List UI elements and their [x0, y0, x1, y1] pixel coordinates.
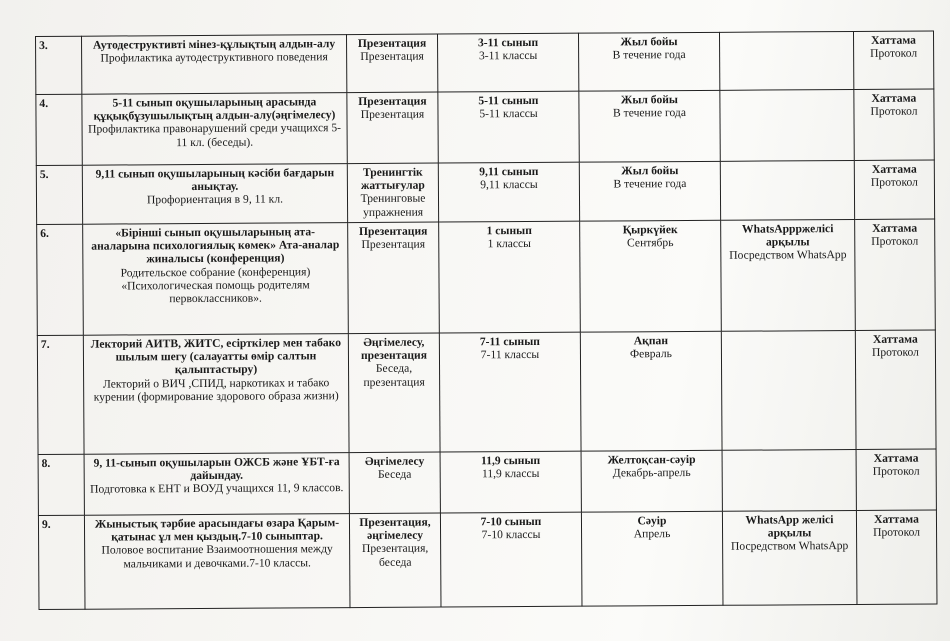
- form-ru: Презентация, беседа: [361, 542, 429, 569]
- event-form: [347, 163, 438, 223]
- result-kz: Хаттама: [873, 451, 919, 465]
- participants-ru: 3-11 классы: [478, 49, 538, 63]
- result-kz: Хаттама: [874, 512, 919, 526]
- title-kz: 9, 11-сынып оқушыларын ОЖСБ және ҰБТ-ға дайындау.: [93, 455, 340, 483]
- title-ru: Родительское собрание (конференция) «Психологическая помощь родителям первоклассников».: [120, 264, 311, 306]
- result-kz: Хаттама: [871, 91, 917, 105]
- timeframe: [581, 450, 722, 512]
- channel-ru: [723, 34, 850, 35]
- channel-kz: [723, 92, 850, 93]
- time-ru: Декабрь-апрель: [612, 466, 691, 480]
- participants: [437, 33, 578, 92]
- channel: [720, 89, 854, 161]
- event-title: [84, 453, 349, 516]
- channel: [722, 449, 856, 511]
- form-kz: Әңгімелесу, презентация: [360, 335, 428, 363]
- participants-ru: 1 классы: [487, 237, 531, 251]
- event-title: [83, 223, 349, 336]
- title-ru: Профориентация в 9, 11 кл.: [146, 192, 284, 207]
- event-title: [82, 93, 347, 166]
- title-ru: Лекторий о ВИЧ ,СПИД, наркотиках и табако курении (формирование здорового образа жизни): [93, 375, 339, 404]
- participants-ru: 7-10 классы: [481, 528, 541, 542]
- event-form: [348, 222, 440, 334]
- result-kz: Хаттама: [872, 332, 918, 346]
- participants-kz: 9,11 сынып: [479, 164, 539, 179]
- form-kz: Әңгімелесу: [364, 454, 425, 468]
- result-ru: Протокол: [871, 345, 919, 360]
- channel-kz: [726, 452, 853, 453]
- result: [855, 330, 936, 449]
- participants: [439, 221, 581, 333]
- table-row: [37, 330, 936, 454]
- participants-ru: 9,11 классы: [480, 178, 538, 192]
- time-ru: Февраль: [629, 347, 672, 361]
- participants-ru: 11,9 классы: [481, 467, 540, 481]
- participants-kz: 5-11 сынып: [478, 93, 539, 108]
- title-kz: Жыныстық тәрбие арасындағы өзара Қарым-қатынас ұл мен қыздың.7-10 сыныптар.: [94, 516, 340, 544]
- participants-kz: 1 сынып: [486, 223, 532, 238]
- participants-kz: 7-11 сынып: [479, 334, 540, 349]
- timeframe: [581, 511, 723, 606]
- row-number: 8.: [38, 454, 84, 515]
- title-kz: Аутодеструктивті мінез-құлықтың алдын-алу: [92, 37, 336, 52]
- result: [854, 89, 934, 160]
- row-number: 5.: [36, 165, 82, 224]
- result-ru: Протокол: [872, 464, 920, 479]
- form-ru: Презентация: [360, 49, 424, 64]
- table-row: [38, 510, 937, 609]
- title-kz: 5-11 сынып оқушыларының арасында құқықбұзушылықтың алдын-алу(әңгімелесу): [93, 95, 336, 123]
- result-ru: Протокол: [870, 46, 918, 61]
- time-ru: Апрель: [633, 527, 671, 541]
- form-kz: Тренингтік жаттығулар: [360, 165, 425, 193]
- channel: [719, 32, 853, 91]
- title-ru: Профилактика аутодеструктивного поведения: [100, 50, 328, 65]
- table-row: [38, 449, 936, 515]
- event-form: [346, 34, 437, 93]
- result-kz: Хаттама: [871, 33, 916, 47]
- channel-kz: WhatsAppржелісі арқылы: [741, 222, 834, 249]
- row-number: 4.: [36, 94, 82, 165]
- channel-kz: [724, 163, 851, 164]
- title-ru: Подготовка к ЕНТ и ВОУД учащихся 11, 9 классов.: [90, 481, 344, 497]
- participants: [438, 162, 579, 222]
- channel-ru: [724, 163, 851, 164]
- participants-ru: 5-11 классы: [479, 107, 538, 121]
- participants-ru: 7-11 классы: [480, 348, 540, 362]
- result: [853, 31, 933, 89]
- title-ru: Профилактика правонарушений среди учащихся 5-11 кл. (беседы).: [88, 121, 342, 149]
- participants-kz: 7-10 сынып: [480, 514, 542, 529]
- channel-ru: [726, 452, 853, 453]
- result: [854, 160, 934, 219]
- channel: [720, 160, 854, 220]
- channel-ru: [725, 333, 852, 334]
- result-ru: Протокол: [870, 175, 918, 190]
- time-ru: В течение года: [612, 48, 686, 62]
- time-ru: В течение года: [613, 177, 687, 191]
- result: [856, 510, 937, 604]
- time-ru: Сентябрь: [627, 236, 674, 250]
- event-title: [84, 514, 350, 610]
- event-form: [349, 513, 441, 608]
- title-kz: «Бірінші сынып оқушыларының ата-аналарына психологиялық көмек» Ата-аналар жиналысы (конференция): [91, 225, 340, 266]
- channel-kz: WhatsApp желісі арқылы: [745, 513, 834, 540]
- result: [855, 219, 936, 330]
- result-ru: Протокол: [871, 234, 919, 249]
- time-kz: Сәуір: [637, 514, 667, 528]
- table-row: [36, 160, 934, 224]
- timeframe: [580, 331, 722, 451]
- timeframe: [578, 32, 719, 91]
- result: [856, 449, 936, 510]
- form-kz: Презентация: [358, 94, 427, 109]
- result-kz: Хаттама: [871, 162, 917, 176]
- channel-ru: Посредством WhatsApp: [730, 539, 849, 554]
- participants-kz: 3-11 сынып: [477, 35, 539, 50]
- participants-kz: 11,9 сынып: [480, 453, 541, 468]
- title-kz: Лекторий АИТВ, ЖИТС, есірткілер мен табако шылым шегу (салауатты өмір салтын қалыптастыру): [90, 336, 342, 377]
- table-row: [36, 31, 934, 94]
- channel-kz: [723, 34, 850, 35]
- channel-ru: Посредством WhatsApp: [729, 248, 847, 263]
- plan-table: [35, 31, 937, 610]
- result-ru: Протокол: [870, 104, 918, 119]
- form-ru: Беседа, презентация: [363, 362, 425, 389]
- row-number: 9.: [38, 515, 85, 609]
- form-ru: Тренинговые упражнения: [360, 192, 426, 219]
- event-title: [83, 334, 349, 455]
- time-ru: В течение года: [612, 106, 687, 120]
- title-kz: 9,11 сынып оқушыларының кәсіби бағдарын анықтау.: [95, 166, 335, 194]
- form-kz: Презентация: [357, 36, 427, 51]
- time-kz: Қыркүйек: [622, 223, 678, 237]
- event-form: [347, 92, 438, 164]
- result-kz: Хаттама: [872, 221, 918, 235]
- event-title: [82, 35, 347, 95]
- time-kz: Жыл бойы: [621, 164, 679, 178]
- title-ru: Половое воспитание Взаимоотношения между мальчиками и девочками.7-10 классы.: [101, 542, 333, 571]
- channel: [721, 219, 856, 331]
- participants: [440, 451, 581, 513]
- participants: [439, 332, 581, 452]
- form-ru: Презентация: [360, 107, 425, 122]
- timeframe: [579, 161, 720, 221]
- form-kz: Презентация: [358, 224, 428, 239]
- time-kz: Ақпан: [633, 334, 669, 348]
- form-ru: Презентация: [361, 237, 426, 252]
- timeframe: [580, 220, 722, 332]
- time-kz: Желтоқсан-сәуір: [607, 452, 696, 467]
- form-ru: Беседа: [377, 467, 412, 482]
- event-form: [349, 452, 440, 514]
- row-number: 3.: [36, 36, 82, 94]
- event-title: [82, 164, 347, 225]
- time-kz: Жыл бойы: [620, 93, 678, 107]
- participants: [440, 512, 582, 607]
- event-form: [348, 333, 440, 453]
- row-number: 6.: [37, 224, 84, 335]
- participants: [438, 91, 579, 163]
- form-kz: Презентация, әңгімелесу: [359, 515, 431, 543]
- result-ru: Протокол: [873, 525, 921, 540]
- timeframe: [579, 90, 720, 162]
- channel-kz: [725, 333, 852, 334]
- table-row: [37, 219, 936, 335]
- row-number: 7.: [37, 335, 84, 454]
- channel: [721, 330, 856, 450]
- channel: [722, 510, 857, 605]
- channel-ru: [723, 92, 850, 93]
- time-kz: Жыл бойы: [620, 35, 678, 49]
- table-row: [36, 89, 934, 165]
